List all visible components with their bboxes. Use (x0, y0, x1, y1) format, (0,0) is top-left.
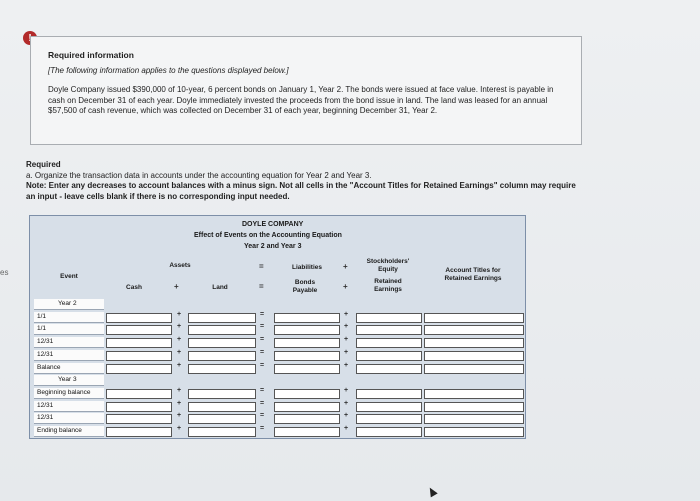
equals-operator: = (260, 386, 265, 394)
cash-input[interactable] (106, 325, 172, 335)
equals-operator: = (260, 399, 265, 407)
plus-operator: + (344, 348, 349, 356)
plus-operator: + (177, 425, 182, 432)
retained-earnings-input[interactable] (356, 364, 422, 374)
bonds-payable-input[interactable] (274, 325, 340, 335)
header-assets: Assets (169, 262, 191, 269)
account-title-input[interactable] (424, 338, 524, 348)
plus-operator: + (177, 399, 182, 407)
accounting-equation-table (29, 215, 526, 439)
required-note: Note: Enter any decreases to account balances with a minus sign. Not all cells in the "Account Titles for Retained Earnings" column may require an input - leave cells blank if there is no corresponding input needed. (26, 181, 576, 201)
bonds-payable-input[interactable] (274, 427, 340, 437)
header-event: Event (60, 273, 78, 280)
plus-operator: + (344, 323, 349, 331)
table-company: DOYLE COMPANY (242, 221, 304, 228)
land-input[interactable] (188, 402, 256, 412)
retained-earnings-input[interactable] (356, 389, 422, 399)
plus-operator: + (177, 310, 182, 318)
equals-operator: = (260, 323, 265, 331)
land-input[interactable] (188, 313, 256, 323)
plus-operator: + (344, 386, 349, 394)
event-label: 12/31 (37, 350, 54, 358)
section-label-cell (34, 299, 104, 310)
header-liabilities: Liabilities (292, 264, 322, 271)
land-input[interactable] (188, 338, 256, 348)
bonds-payable-input[interactable] (274, 351, 340, 361)
event-label-cell (34, 413, 104, 424)
event-label: 12/31 (37, 401, 54, 409)
cash-input[interactable] (106, 427, 172, 437)
event-label: Year 3 (58, 376, 77, 384)
plus-operator: + (344, 399, 349, 407)
land-input[interactable] (188, 351, 256, 361)
bonds-payable-input[interactable] (274, 313, 340, 323)
table-period: Year 2 and Year 3 (244, 243, 302, 250)
event-label-cell (34, 350, 104, 361)
cash-input[interactable] (106, 351, 172, 361)
land-input[interactable] (188, 427, 256, 437)
equals-operator: = (260, 310, 265, 318)
header-plus-operator: + (174, 282, 179, 291)
event-label: Balance (37, 363, 61, 371)
plus-operator: + (344, 361, 349, 369)
retained-earnings-input[interactable] (356, 427, 422, 437)
plus-operator: + (177, 348, 182, 356)
bonds-payable-input[interactable] (274, 364, 340, 374)
header-plus-operator-2: + (343, 262, 348, 271)
plus-operator: + (177, 323, 182, 331)
event-label-cell (34, 401, 104, 412)
plus-operator: + (177, 412, 182, 420)
bonds-payable-input[interactable] (274, 338, 340, 348)
info-title: Required information (48, 50, 134, 60)
account-title-input[interactable] (424, 414, 524, 424)
event-label-cell (34, 426, 104, 437)
info-paragraph: Doyle Company issued $390,000 of 10-year, 6 percent bonds on January 1, Year 2. The bonds were issued at face value. Interest is payable in cash on December 31 of each year. Doyle immediately invested the proceeds from the bond issue in land. The land was leased for an annual $57,500 of cash revenue, which was collected on December 31 of each year, beginning December 31, Year 2. (48, 85, 554, 115)
land-input[interactable] (188, 414, 256, 424)
event-label: 12/31 (37, 338, 54, 346)
plus-operator: + (177, 361, 182, 369)
event-label-cell (34, 363, 104, 374)
plus-operator: + (344, 336, 349, 344)
event-label: 1/1 (37, 312, 47, 320)
header-equals-operator: = (259, 262, 264, 271)
bonds-payable-input[interactable] (274, 414, 340, 424)
section-label-cell (34, 375, 104, 386)
required-heading: Required (26, 160, 61, 169)
bonds-payable-input[interactable] (274, 389, 340, 399)
event-label-cell (34, 312, 104, 323)
retained-earnings-input[interactable] (356, 351, 422, 361)
event-label-cell (34, 337, 104, 348)
equals-operator: = (260, 412, 265, 420)
header-stockholders-equity: Stockholders' Equity (366, 258, 410, 273)
account-title-input[interactable] (424, 389, 524, 399)
account-title-input[interactable] (424, 427, 524, 437)
account-title-input[interactable] (424, 364, 524, 374)
event-label: Ending balance (37, 427, 82, 434)
plus-operator: + (344, 310, 349, 318)
cash-input[interactable] (106, 338, 172, 348)
required-information-box (30, 36, 582, 145)
required-instruction: a. Organize the transaction data in accounts under the accounting equation for Year 2 and Year 3. (26, 170, 372, 180)
event-label-cell (34, 388, 104, 399)
cash-input[interactable] (106, 402, 172, 412)
event-label: 12/31 (37, 414, 54, 422)
plus-operator: + (177, 386, 182, 394)
account-title-input[interactable] (424, 402, 524, 412)
cash-input[interactable] (106, 364, 172, 374)
cash-input[interactable] (106, 389, 172, 399)
header-plus-operator-3: + (343, 282, 348, 291)
event-label: Beginning balance (37, 388, 91, 396)
header-equals-operator-2: = (259, 282, 264, 291)
header-bonds-payable: Bonds Payable (292, 279, 318, 294)
required-section (26, 160, 586, 202)
equals-operator: = (260, 361, 265, 369)
retained-earnings-input[interactable] (356, 325, 422, 335)
land-input[interactable] (188, 364, 256, 374)
equals-operator: = (260, 425, 265, 432)
header-cash: Cash (126, 284, 142, 291)
table-title: Effect of Events on the Accounting Equation (194, 232, 342, 239)
info-subtitle: [The following information applies to the questions displayed below.] (48, 66, 289, 75)
bonds-payable-input[interactable] (274, 402, 340, 412)
account-title-input[interactable] (424, 313, 524, 323)
event-label: 1/1 (37, 325, 47, 333)
header-account-titles: Account Titles for Retained Earnings (444, 267, 502, 282)
plus-operator: + (344, 425, 349, 432)
header-land: Land (212, 284, 228, 291)
equals-operator: = (260, 336, 265, 344)
side-tab-label[interactable]: es (0, 268, 9, 277)
header-retained-earnings: Retained Earnings (374, 278, 402, 293)
equals-operator: = (260, 348, 265, 356)
land-input[interactable] (188, 325, 256, 335)
land-input[interactable] (188, 389, 256, 399)
mouse-cursor-icon (426, 486, 437, 498)
plus-operator: + (177, 336, 182, 344)
plus-operator: + (344, 412, 349, 420)
account-title-input[interactable] (424, 351, 524, 361)
cash-input[interactable] (106, 313, 172, 323)
retained-earnings-input[interactable] (356, 402, 422, 412)
cash-input[interactable] (106, 414, 172, 424)
event-label-cell (34, 324, 104, 335)
retained-earnings-input[interactable] (356, 338, 422, 348)
retained-earnings-input[interactable] (356, 313, 422, 323)
retained-earnings-input[interactable] (356, 414, 422, 424)
event-label: Year 2 (58, 300, 77, 307)
account-title-input[interactable] (424, 325, 524, 335)
